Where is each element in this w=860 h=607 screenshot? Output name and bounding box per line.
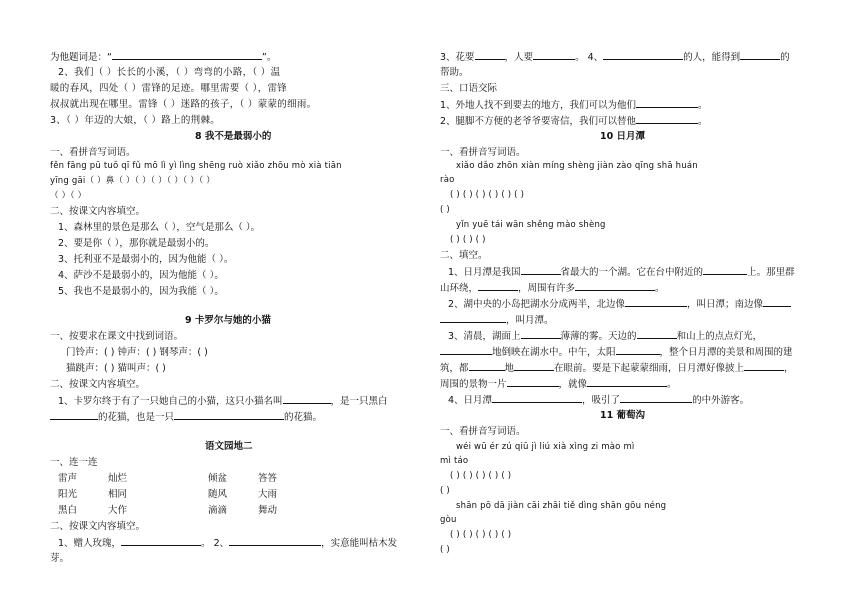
- match-cell: 雷声: [58, 473, 78, 484]
- match-cell: 舞动: [258, 505, 278, 516]
- question-heading: 二、按课文内容填空。: [50, 379, 146, 390]
- pinyin-line: rào: [440, 175, 455, 185]
- fill-line: 1、日月潭是我国 省最大的一个湖。它在台中附近的 上。那里群: [448, 267, 795, 278]
- fill-line: 芽。: [50, 553, 70, 564]
- left-line: 为他题词是：“ ”。: [50, 52, 277, 63]
- pinyin-line: shān pō dā jiàn cāi zhāi tiě dìng shān gōu néng: [456, 501, 667, 511]
- section-title: 语文园地二: [205, 441, 253, 452]
- fill-line: 1、卡罗尔终于有了一只她自己的小猫，这只小猫名叫 ，是一只黑白: [58, 396, 388, 407]
- section-title: 10 日月潭: [600, 131, 646, 142]
- fill-line: 筑，都 地 在眼前。要是下起蒙蒙细雨，日月潭好像披上 ，: [440, 363, 794, 374]
- fill-line: ，叫月潭。: [440, 313, 554, 327]
- section-title: 8 我不是最弱小的: [195, 131, 272, 142]
- bracket-line: ( ) ( ) ( ) ( ) ( ): [450, 530, 512, 540]
- bracket-line: ( ): [440, 545, 450, 555]
- question-heading: 三、口语交际: [440, 83, 498, 94]
- fill-line: 4、萨沙不是最弱小的，因为他能（ ）。: [58, 270, 224, 281]
- pinyin-line: （ ）（ ）: [50, 191, 87, 201]
- fill-line: 3、托利亚不是最弱小的，因为他能（ ）。: [58, 254, 234, 265]
- match-cell: 相同: [108, 489, 128, 500]
- question-heading: 一、连一连: [50, 457, 98, 468]
- pinyin-line: yǐn yuē tái wān shěng mào shèng: [456, 220, 606, 230]
- fill-line: 3、花要 ，人要 。 4、 的人，能得到 的: [440, 52, 790, 63]
- fill-line: 2、腿脚不方便的老爷爷要寄信，我们可以替他 。: [440, 116, 708, 127]
- match-cell: 答答: [258, 473, 278, 484]
- section-title: 9 卡罗尔与她的小猫: [185, 315, 271, 326]
- bracket-line: ( ) ( ) ( ) ( ) ( ): [450, 471, 512, 481]
- match-cell: 大雨: [258, 489, 278, 500]
- question-heading: 一、看拼音写词语。: [50, 147, 136, 158]
- left-line: 3、（ ）年迈的大娘，（ ）路上的荆棘。: [50, 115, 221, 126]
- fill-line: 3、清晨，湖面上 薄薄的雾。天边的 和山上的点点灯光，: [448, 331, 763, 342]
- fill-line: 1、森林里的景色是那么（ ），空气是那么（ ）。: [58, 222, 261, 233]
- fill-line: 的花猫，也是一只 的花猫。: [50, 410, 322, 424]
- fill-line: 2、要是你（ ），那你就是最弱小的。: [58, 238, 215, 249]
- fill-line: 帮助。: [440, 67, 469, 78]
- match-cell: 阳光: [58, 489, 78, 500]
- match-cell: 滴滴: [208, 505, 228, 516]
- pinyin-line: gòu: [440, 515, 457, 525]
- match-cell: 随风: [208, 489, 228, 500]
- question-heading: 二、填空。: [440, 250, 488, 261]
- question-heading: 一、看拼音写词语。: [440, 426, 526, 437]
- match-cell: 灿烂: [108, 473, 128, 484]
- fill-line: 猫跳声：( ) 猫叫声：( ): [66, 363, 166, 374]
- fill-line: 1、赠人玫瑰， 。 2、 ，实意能叫枯木发: [58, 538, 398, 549]
- question-heading: 一、按要求在课文中找到词语。: [50, 331, 184, 342]
- section-title: 11 葡萄沟: [600, 410, 646, 421]
- fill-line: 山环绕， ，周围有许多 。: [440, 283, 665, 294]
- left-line: 叔叔就出现在哪里。雷锋（ ）迷路的孩子，（ ）蒙蒙的细雨。: [50, 99, 317, 110]
- pinyin-line: mì táo: [440, 456, 469, 466]
- left-line: 暖的春风，四处（ ）雷锋的足迹。哪里需要（ ），雷锋: [50, 83, 288, 94]
- fill-line: 4、日月潭 ，吸引了 的中外游客。: [448, 395, 750, 406]
- bracket-line: ( ): [440, 486, 450, 496]
- fill-line: 2、湖中央的小岛把湖水分成两半，北边像 ，叫日潭；南边像: [448, 297, 791, 311]
- question-heading: 二、按课文内容填空。: [50, 206, 146, 217]
- fill-line: 周围的景物一片 ，就像 。: [440, 379, 677, 390]
- match-cell: 黑白: [58, 505, 78, 516]
- bracket-line: ( ) ( ) ( ): [450, 235, 486, 245]
- pinyin-line: yīng gāi（ ）鼻（ ）（ ）（ ）（ ）（ ）（ ）: [50, 176, 216, 186]
- fill-line: 5、我也不是最弱小的，因为我能（ ）。: [58, 286, 224, 297]
- pinyin-line: wéi wū ér zú qiū jì liú xià xìng zi mào mì: [456, 442, 635, 452]
- question-heading: 一、看拼音写词语。: [440, 147, 526, 158]
- bracket-line: ( ): [440, 205, 450, 215]
- match-cell: 倾盆: [208, 473, 228, 484]
- bracket-line: ( ) ( ) ( ) ( ) ( ) ( ): [450, 190, 525, 200]
- match-cell: 大作: [108, 505, 128, 516]
- pinyin-line: xiǎo dǎo zhōn xiàn míng shèng jiàn zào qīng shā huán: [456, 161, 698, 171]
- question-heading: 二、按课文内容填空。: [50, 521, 146, 532]
- pinyin-line: fěn fāng pū tuǒ qī fǔ mō lì yì lìng shēng ruò xiǎo zhōu mò xià tiān: [50, 161, 342, 171]
- fill-line: 1、外地人找不到要去的地方，我们可以为他们 。: [440, 100, 708, 111]
- fill-line: 地倒映在湖水中。中午，太阳 ，整个日月潭的美景和周围的建: [440, 345, 793, 359]
- left-line: 2、我们（ ）长长的小溪，（ ）弯弯的小路，（ ）温: [58, 67, 281, 78]
- fill-line: 门铃声：( ) 钟声：( ) 钢琴声：( ): [66, 347, 208, 358]
